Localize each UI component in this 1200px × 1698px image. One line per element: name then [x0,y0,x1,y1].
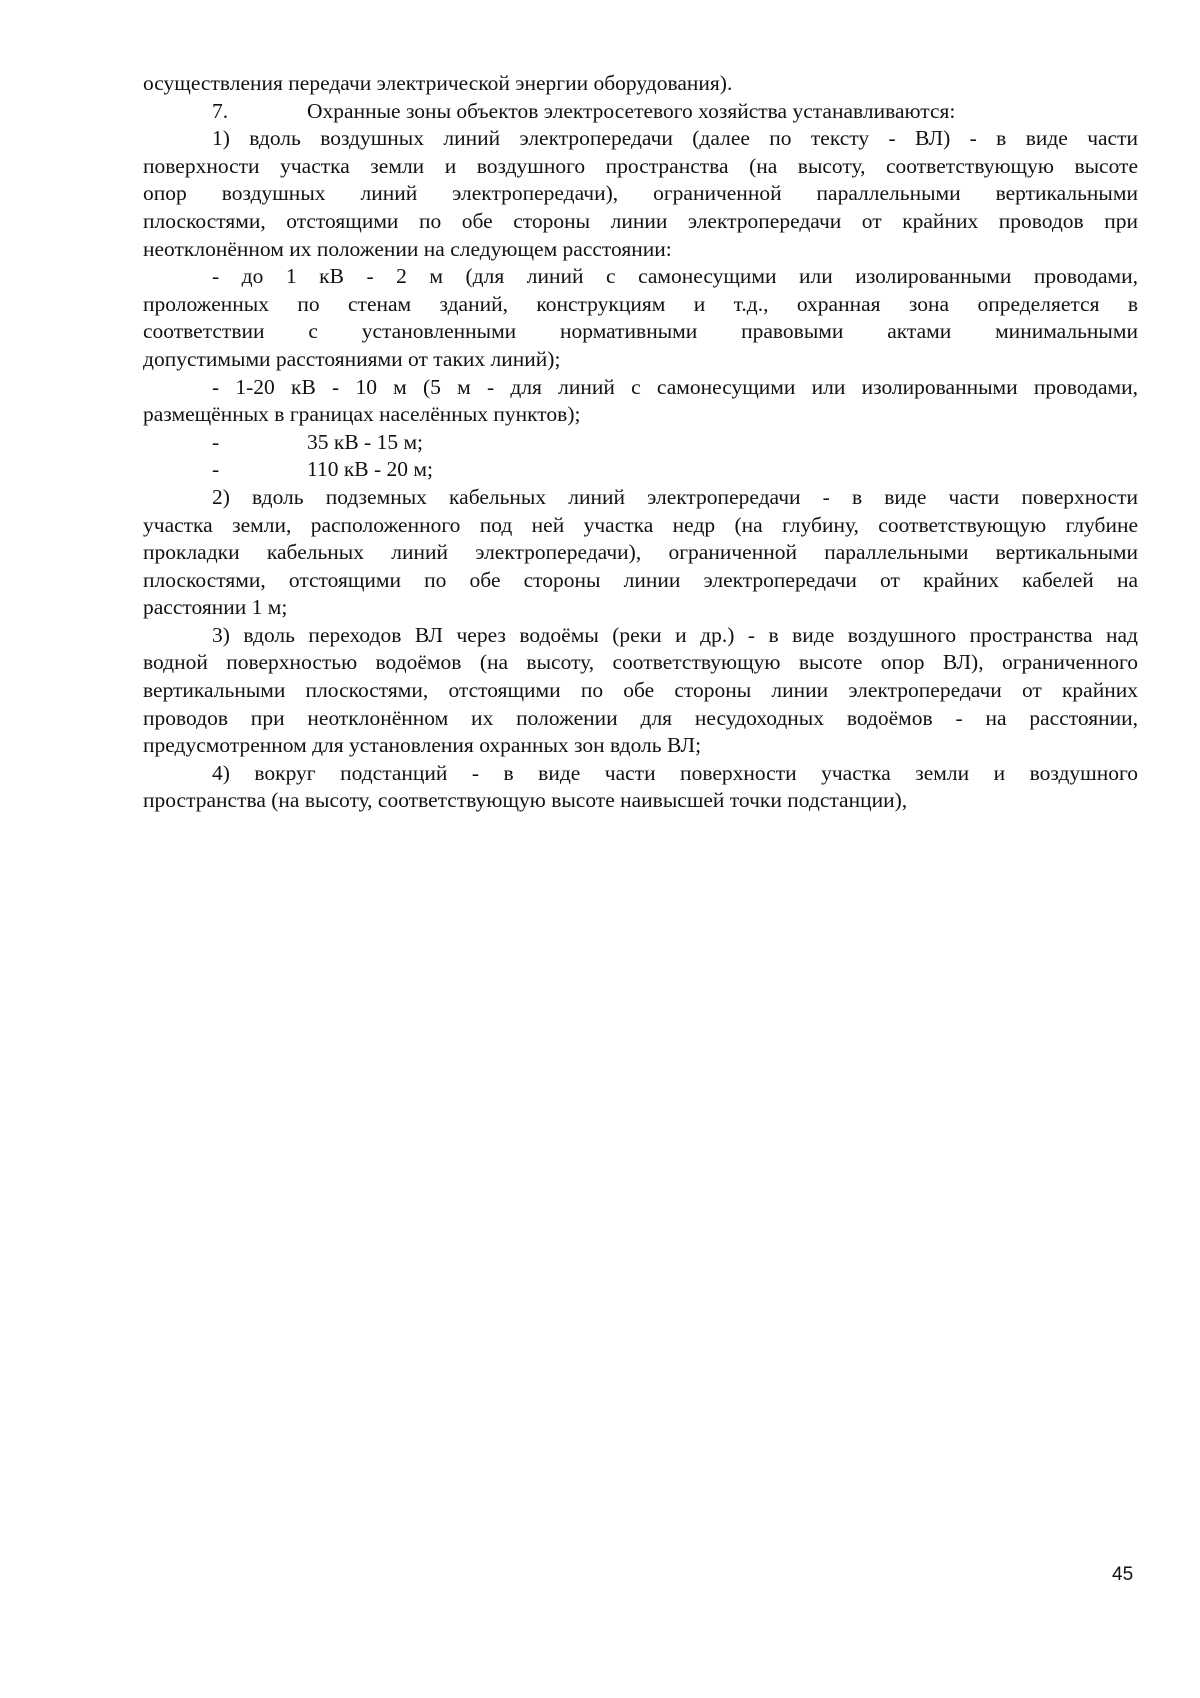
text-line: пространства (на высоту, соответствующую высоте наивысшей точки подстанции), [143,788,908,813]
text-line: вертикальными плоскостями, отстоящими по обе стороны линии электропередачи от крайних [143,678,1138,703]
text-line: участка земли, расположенного под ней участка недр (на глубину, соответствующую глубине [143,512,1138,537]
document-body [143,70,1138,815]
text-line: - до 1 кВ - 2 м (для линий с самонесущими или изолированными проводами, [212,264,1138,289]
text-line: поверхности участка земли и воздушного пространства (на высоту, соответствующую высоте [143,153,1138,178]
text-line: осуществления передачи электрической энергии оборудования). [143,71,733,95]
text-line: опор воздушных линий электропередачи), ограниченной параллельными вертикальными [143,181,1138,206]
page-number: 45 [1112,1564,1134,1585]
text-line: - 1-20 кВ - 10 м (5 м - для линий с самонесущими или изолированными проводами, [212,374,1138,399]
text-line: соответствии с установленными нормативными правовыми актами минимальными [143,319,1138,344]
text-line: неотклонённом их положении на следующем расстоянии: [143,236,672,261]
text-line: прокладки кабельных линий электропередачи), ограниченной параллельными вертикальными [143,540,1138,565]
text-line: размещённых в границах населённых пунктов); [143,402,581,427]
text-line: 1) вдоль воздушных линий электропередачи (далее по тексту - ВЛ) - в виде части [212,126,1138,151]
dash-item-110kv [143,456,1138,484]
dash-item-35kv [143,429,1138,457]
text-line: проложенных по стенам зданий, конструкциям и т.д., охранная зона определяется в [143,291,1138,316]
text-line: водной поверхностью водоёмов (на высоту, соответствующую высоте опор ВЛ), ограниченного [143,650,1138,675]
text-line: проводов при неотклонённом их положении для несудоходных водоёмов - на расстоянии, [143,705,1138,730]
text-line: 35 кВ - 15 м; [307,429,424,454]
text-line: 2) вдоль подземных кабельных линий электропередачи - в виде части поверхности [212,484,1138,509]
text-line: 110 кВ - 20 м; [307,457,433,482]
dash-marker: - [212,457,220,482]
text-line: Охранные зоны объектов электросетевого хозяйства устанавливаются: [307,98,956,123]
text-line: расстоянии 1 м; [143,595,288,620]
numbered-item-7 [143,98,1138,126]
text-line: допустимыми расстояниями от таких линий); [143,346,561,371]
item-number: 7. [212,98,229,123]
text-line: 4) вокруг подстанций - в виде части поверхности участка земли и воздушного [212,760,1138,785]
text-line: плоскостями, отстоящими по обе стороны линии электропередачи от крайних кабелей на [143,567,1138,592]
dash-marker: - [212,429,220,454]
text-line: плоскостями, отстоящими по обе стороны линии электропередачи от крайних проводов при [143,208,1138,233]
text-line: 3) вдоль переходов ВЛ через водоёмы (реки и др.) - в виде воздушного пространства над [212,622,1138,647]
text-line: предусмотренном для установления охранных зон вдоль ВЛ; [143,733,702,758]
